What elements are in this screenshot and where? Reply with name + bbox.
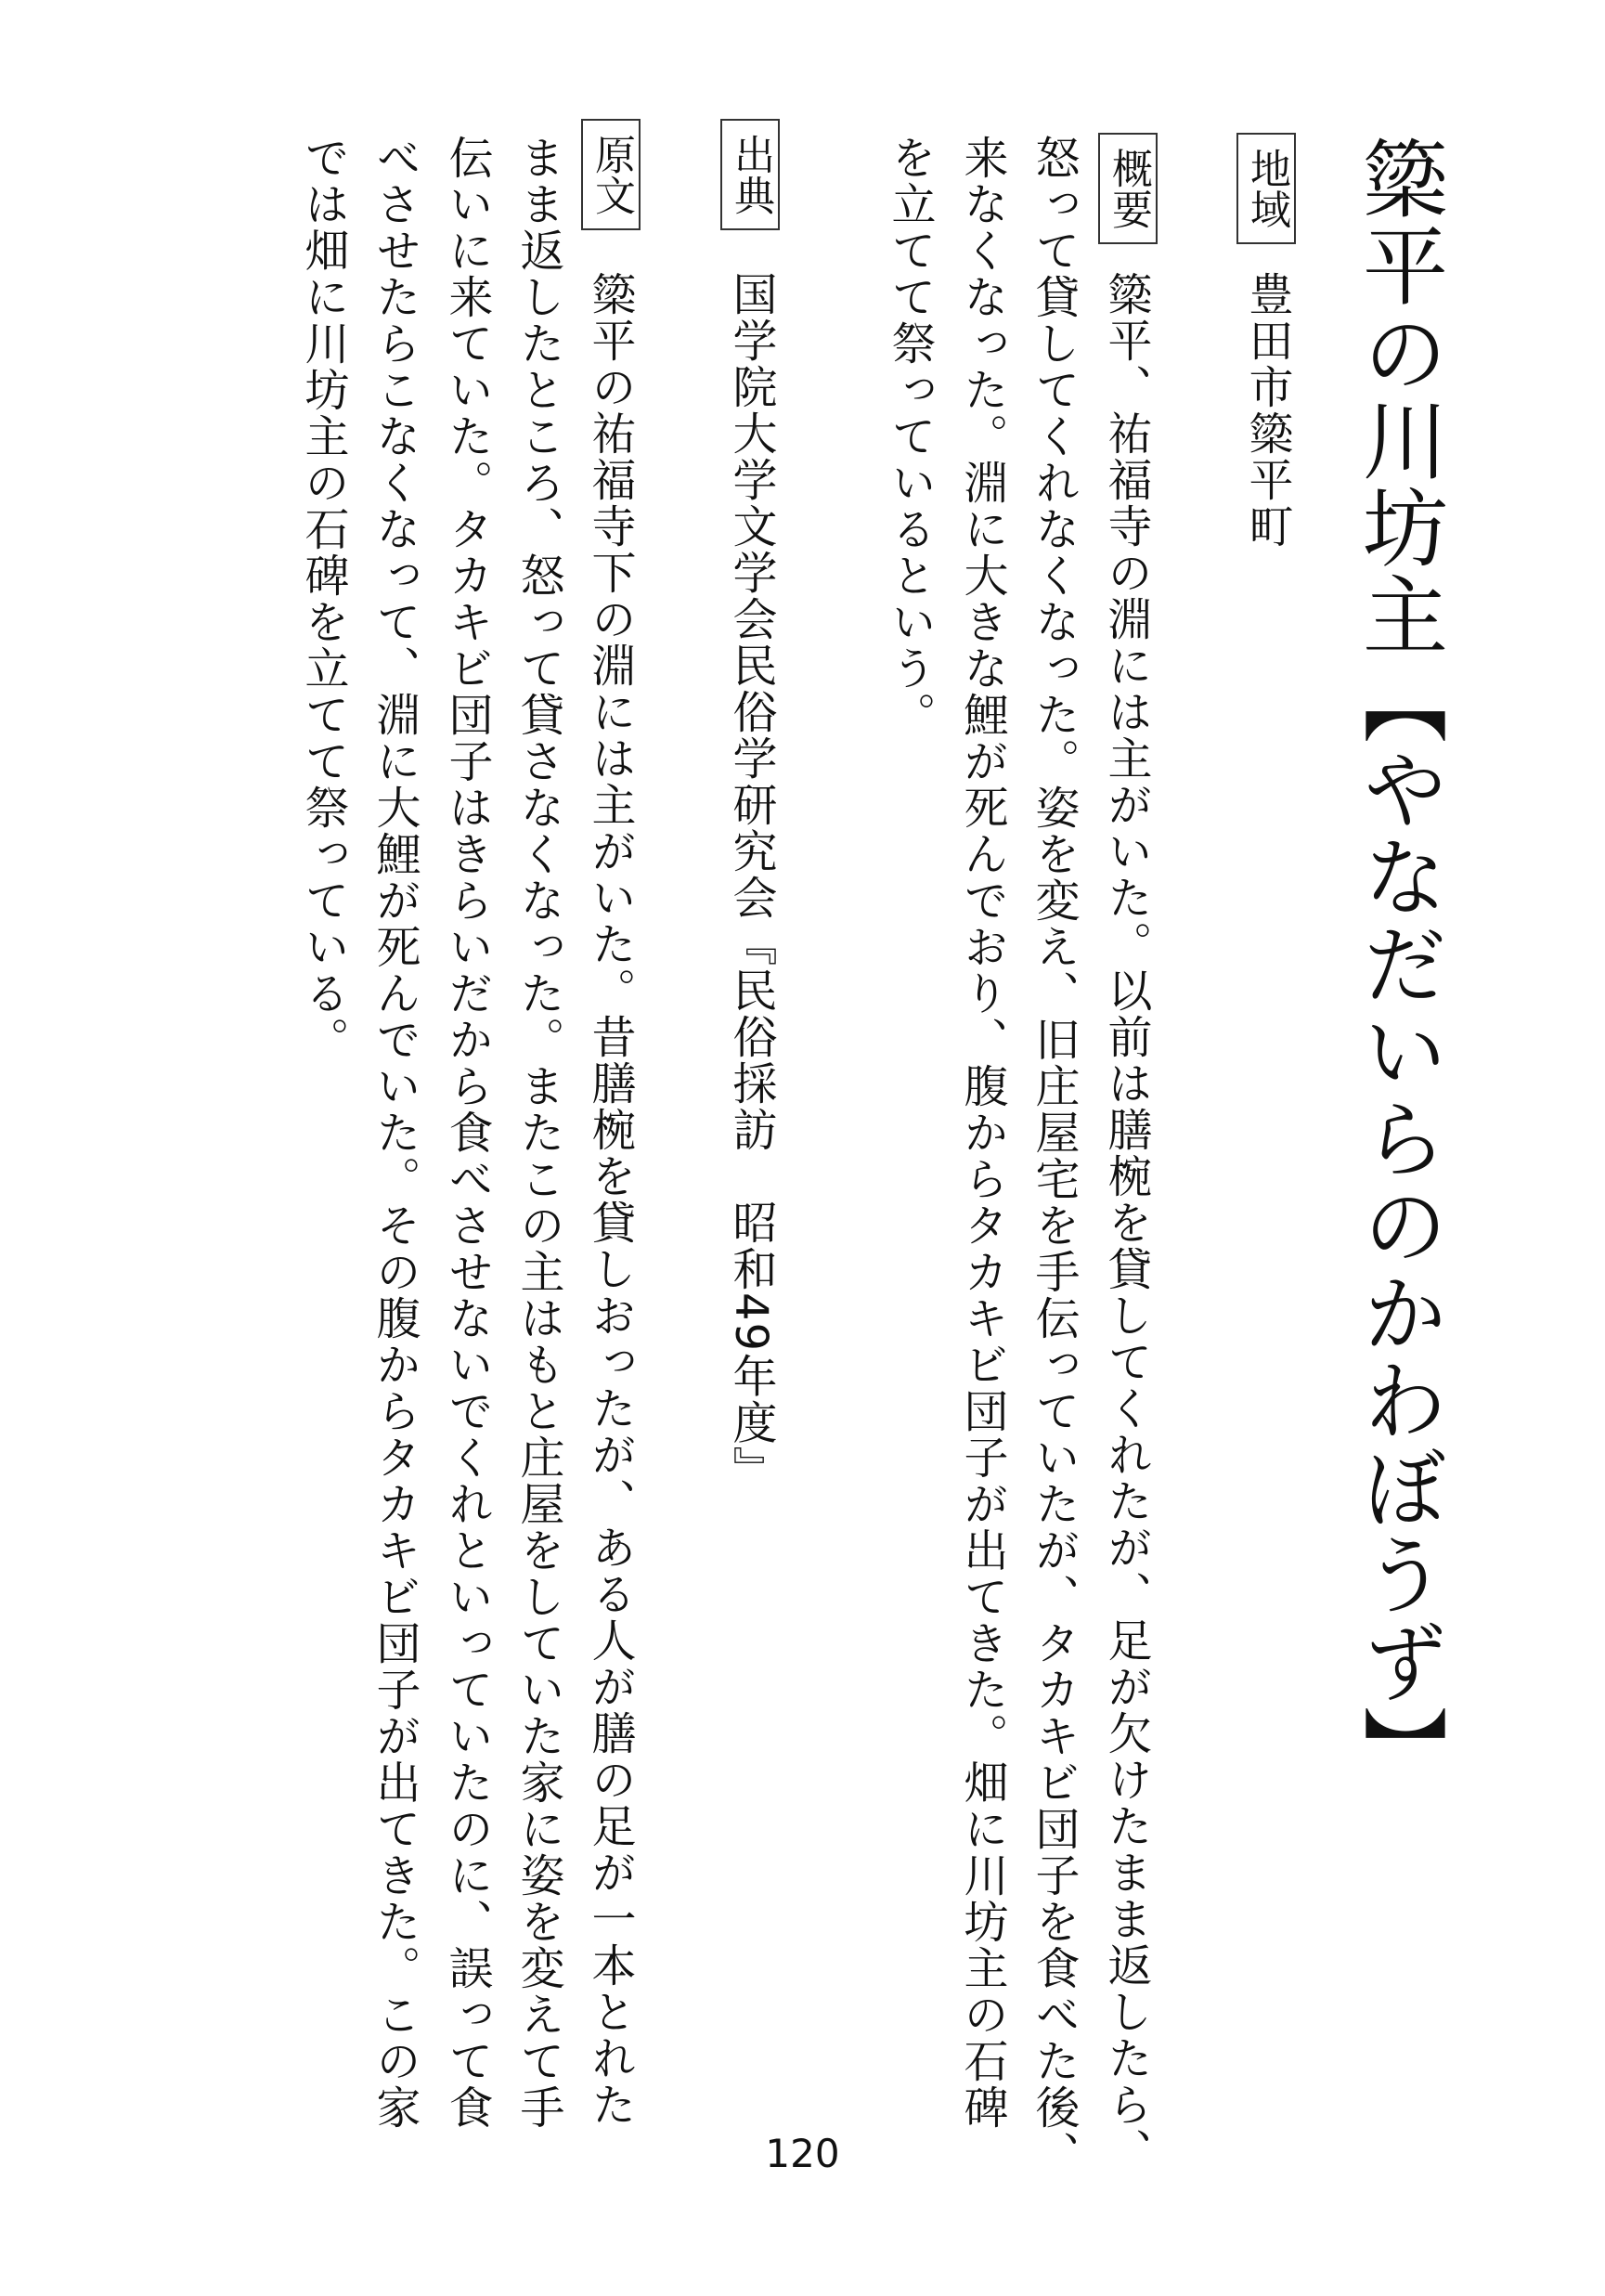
source-text: 国学院大学文学会民俗学研究会『民俗採訪 昭和49年度』 <box>725 271 777 1493</box>
region-label: 地域 <box>1236 133 1296 244</box>
region-text: 豊田市簗平町 <box>1241 271 1293 550</box>
original-line-5: では畑に川坊主の石碑を立てて祭っている。 <box>297 135 349 1063</box>
original-label: 原文 <box>581 119 641 230</box>
original-line-3: 伝いに来ていた。タカキビ団子はきらいだから食べさせないでくれといっていたのに、誤って食 <box>441 135 493 2131</box>
page-number: 120 <box>765 2131 840 2176</box>
summary-label: 概要 <box>1098 133 1158 244</box>
summary-line-2: 怒って貸してくれなくなった。姿を変え、旧庄屋宅を手伝っていたが、タカキビ団子を食べた後、 <box>1028 135 1080 2177</box>
source-label: 出典 <box>720 119 780 230</box>
page-title: 簗平の川坊主【やなだいらのかわぼうず】 <box>1349 135 1448 1793</box>
original-line-1: 簗平の祐福寺下の淵には主がいた。昔膳椀を貸しおったが、ある人が膳の足が一本とれた <box>584 271 636 2128</box>
original-line-2: まま返したところ、怒って貸さなくなった。またこの主はもと庄屋をしていた家に姿を変えて手 <box>512 135 564 2131</box>
original-line-4: べさせたらこなくなって、淵に大鯉が死んでいた。その腹からタカキビ団子が出てきた。この家 <box>369 135 421 2131</box>
summary-line-1: 簗平、祐福寺の淵には主がいた。以前は膳椀を貸してくれたが、足が欠けたまま返したら、 <box>1100 271 1152 2174</box>
summary-line-4: を立てて祭っているという。 <box>884 135 936 738</box>
summary-line-3: 来なくなった。淵に大きな鯉が死んでおり、腹からタカキビ団子が出てきた。畑に川坊主の石碑 <box>956 135 1008 2131</box>
